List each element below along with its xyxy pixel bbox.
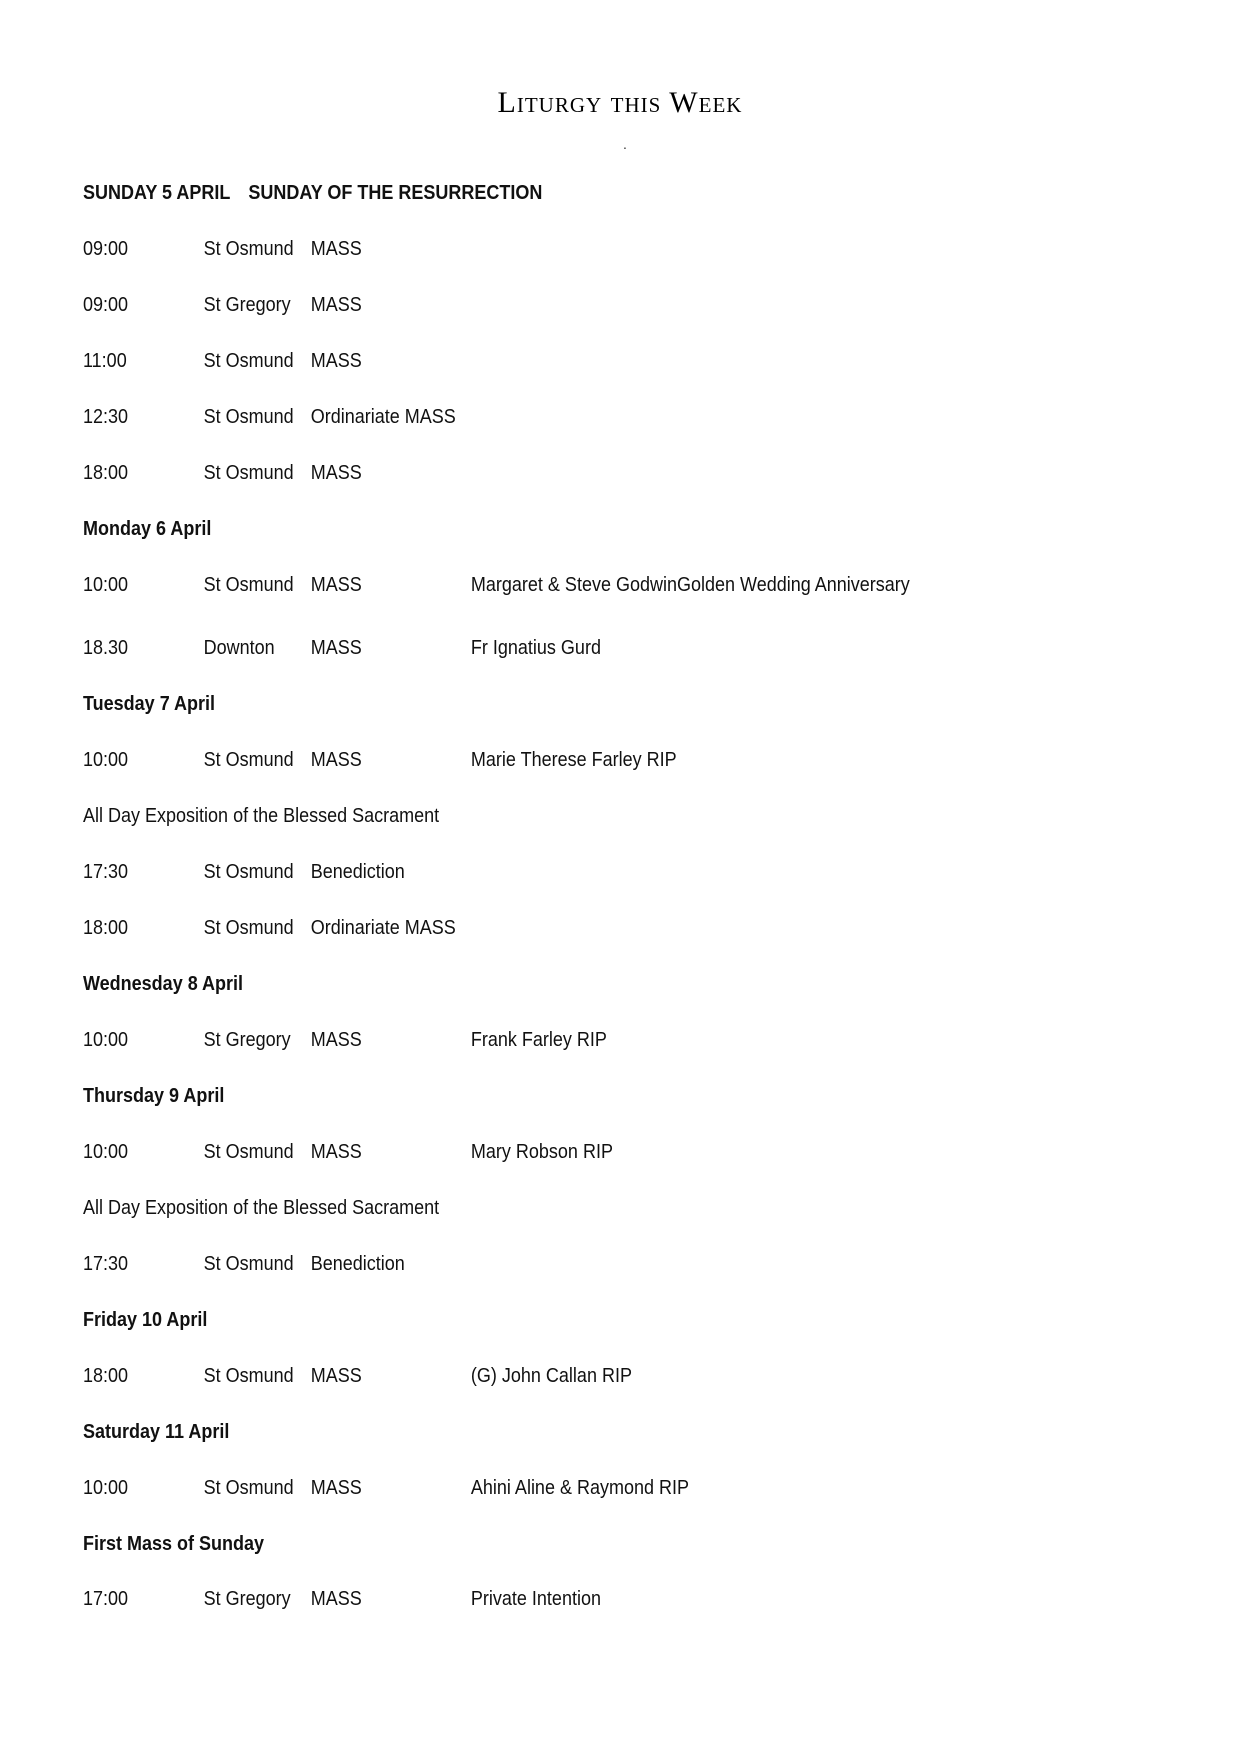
church: St Osmund bbox=[203, 1253, 294, 1275]
time: 10:00 bbox=[83, 1141, 129, 1163]
time: 09:00 bbox=[83, 294, 129, 316]
intention: Fr Ignatius Gurd bbox=[470, 637, 601, 659]
time: 09:00 bbox=[83, 238, 129, 260]
day-heading-first-mass: First Mass of Sunday bbox=[83, 1533, 265, 1555]
day-heading-wednesday: Wednesday 8 April bbox=[83, 973, 244, 995]
service: MASS bbox=[310, 462, 362, 484]
church: St Gregory bbox=[203, 1588, 291, 1610]
church: St Gregory bbox=[203, 294, 291, 316]
time: 10:00 bbox=[83, 574, 129, 596]
service: MASS bbox=[310, 1365, 362, 1387]
service: MASS bbox=[310, 238, 362, 260]
church: St Osmund bbox=[203, 749, 294, 771]
time: 11:00 bbox=[83, 350, 127, 372]
service: MASS bbox=[310, 350, 362, 372]
intention: Ahini Aline & Raymond RIP bbox=[470, 1477, 690, 1499]
day-heading-thursday: Thursday 9 April bbox=[83, 1085, 225, 1107]
church: St Osmund bbox=[203, 1141, 294, 1163]
time: 18:00 bbox=[83, 1365, 129, 1387]
church: St Osmund bbox=[203, 917, 294, 939]
service: MASS bbox=[310, 1477, 362, 1499]
day-date: SUNDAY 5 APRIL bbox=[83, 182, 231, 204]
intention: Private Intention bbox=[470, 1588, 601, 1610]
time: 12:30 bbox=[83, 406, 129, 428]
church: St Osmund bbox=[203, 1477, 294, 1499]
church: St Osmund bbox=[203, 574, 294, 596]
time: 17:00 bbox=[83, 1588, 129, 1610]
day-heading-tuesday: Tuesday 7 April bbox=[83, 693, 216, 715]
service: Benediction bbox=[310, 1253, 405, 1275]
time: 10:00 bbox=[83, 1029, 129, 1051]
exposition-note: All Day Exposition of the Blessed Sacrament bbox=[83, 805, 440, 827]
time: 10:00 bbox=[83, 1477, 129, 1499]
service: MASS bbox=[310, 574, 362, 596]
day-heading-friday: Friday 10 April bbox=[83, 1309, 208, 1331]
service: Ordinariate MASS bbox=[310, 406, 456, 428]
intention: Frank Farley RIP bbox=[470, 1029, 607, 1051]
time: 10:00 bbox=[83, 749, 129, 771]
exposition-note: All Day Exposition of the Blessed Sacrament bbox=[83, 1197, 440, 1219]
page-title: Liturgy this Week bbox=[497, 86, 743, 119]
service: MASS bbox=[310, 637, 362, 659]
decorative-dot: . bbox=[623, 136, 627, 152]
day-heading-saturday: Saturday 11 April bbox=[83, 1421, 230, 1443]
intention: Margaret & Steve GodwinGolden Wedding Anniversary bbox=[470, 574, 910, 596]
service: Ordinariate MASS bbox=[310, 917, 456, 939]
intention: Marie Therese Farley RIP bbox=[470, 749, 677, 771]
time: 17:30 bbox=[83, 1253, 129, 1275]
time: 18.30 bbox=[83, 637, 129, 659]
day-feast: SUNDAY OF THE RESURRECTION bbox=[248, 182, 543, 204]
service: MASS bbox=[310, 1588, 362, 1610]
time: 18:00 bbox=[83, 462, 129, 484]
service: MASS bbox=[310, 1029, 362, 1051]
church: St Gregory bbox=[203, 1029, 291, 1051]
church: St Osmund bbox=[203, 861, 294, 883]
day-heading-monday: Monday 6 April bbox=[83, 518, 212, 540]
church: St Osmund bbox=[203, 1365, 294, 1387]
service: Benediction bbox=[310, 861, 405, 883]
church: St Osmund bbox=[203, 406, 294, 428]
service: MASS bbox=[310, 749, 362, 771]
church: St Osmund bbox=[203, 462, 294, 484]
day-heading-sunday bbox=[83, 182, 542, 205]
church: Downton bbox=[203, 637, 275, 659]
church: St Osmund bbox=[203, 238, 294, 260]
service: MASS bbox=[310, 294, 362, 316]
church: St Osmund bbox=[203, 350, 294, 372]
intention: Mary Robson RIP bbox=[470, 1141, 613, 1163]
service: MASS bbox=[310, 1141, 362, 1163]
time: 18:00 bbox=[83, 917, 129, 939]
time: 17:30 bbox=[83, 861, 129, 883]
intention: (G) John Callan RIP bbox=[470, 1365, 632, 1387]
